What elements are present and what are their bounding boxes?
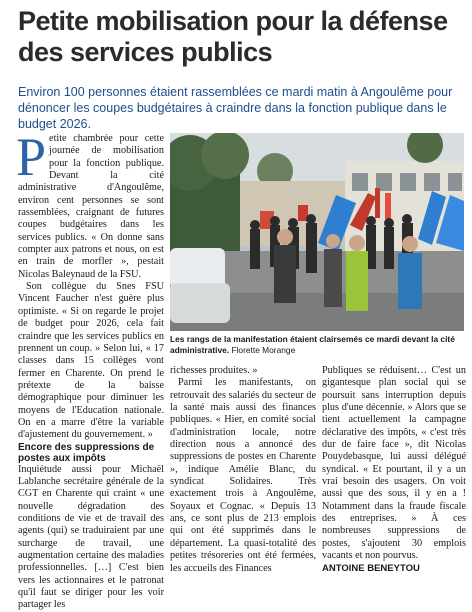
article-column-1: [16, 127, 164, 612]
article-paragraph: [16, 127, 164, 281]
drop-cap: P: [16, 127, 47, 187]
article-paragraph: Inquiétude aussi pour Michaël Lablanche secrétaire générale de la CGT en Charente qui craint « une nouvelle dégradation des conditions de vie et de travail des agents (qui) se traduiraient par une surcharge de travail, une augmentation certaine des maladies professionnelles. […] C'est bien vers les actionnaires et le patronat qu'il faut se diriger pour les voir partager les: [18, 463, 164, 611]
article-column-2: [170, 365, 316, 575]
paragraph-text: etite chambrée pour cette journée de mobilisation pour la fonction publique. Devant la cité administrative d'Angoulême, environ cent personnes se sont rassemblées, craignant de futures coupes budgétaires dans les services publics. « On donne sans compter aux patrons et nous, on est en train de morfler », pestait Nicolas Baleynaud de la FSU.: [18, 133, 164, 280]
article-paragraph: richesses produites. »: [170, 365, 258, 376]
photo-caption: [170, 334, 464, 355]
protest-photo-illustration: [170, 133, 464, 331]
caption-text: Les rangs de la manifestation étaient clairsemés ce mardi devant la cité administrative.: [170, 334, 455, 355]
article-lead: Environ 100 personnes étaient rassemblées ce mardi matin à Angoulême pour dénoncer les coupes budgétaires à craindre dans la fonction publique dans le budget 2026.: [18, 85, 453, 131]
article-column-3: [322, 365, 466, 575]
article-photo: [170, 133, 464, 331]
article-paragraph: Parmi les manifestants, on retrouvait des salariés du secteur de la santé mais aussi des finances publiques. « Hier, en comité social d'administration locale, notre direction nous a annoncé des suppressions de postes en Charente », indique Amélie Blanc, du syndicat Solidaires. Très exactement trois à Angoulême, Soyaux et Cognac. « Depuis 13 ans, ce sont plus de 213 emplois qui ont été supprimés dans le département. La quasi-totalité des petites trésoreries ont été fermées, les accueils des Finances: [170, 377, 316, 574]
article-subhead: Encore des suppressions de postes aux impôts: [18, 441, 155, 464]
article-paragraph: Publiques se réduisent… C'est un gigantesque plan social qui se poursuit sans interruption depuis plus d'une décennie. » Alors que se tient actuellement la campagne déclarative des impôts, « c'est très dur de faire face », dit Nicolas Pouydebasque, lui aussi délégué syndical. « Et pourtant, il y a un vrai besoin des usagers. On voit aussi que des sous, il y en a ! Notamment dans la fraude fiscale des entreprises. » À ces nombreuses suppressions de postes, s'ajoutent 30 emplois vacants et non pourvus.: [322, 365, 466, 562]
article-headline: Petite mobilisation pour la défense des services publics: [18, 6, 448, 67]
article-paragraph: Son collègue du Snes FSU Vincent Faucher n'est guère plus optimiste. « Si on regarde le projet de budget pour 2026, cela fait craindre que les services publics en prennent un coup. » Selon lui, « 17 classes dans 15 collèges vont fermer en Charente. On prend le prétexte de la baisse démographique pour diminuer les moyens de l'Education nationale. On en a marre d'être la variable d'ajustement du gouvernement. »: [18, 281, 164, 441]
article-signature: ANTOINE BENEYTOU: [322, 562, 420, 574]
photo-credit: Florette Morange: [231, 344, 296, 355]
